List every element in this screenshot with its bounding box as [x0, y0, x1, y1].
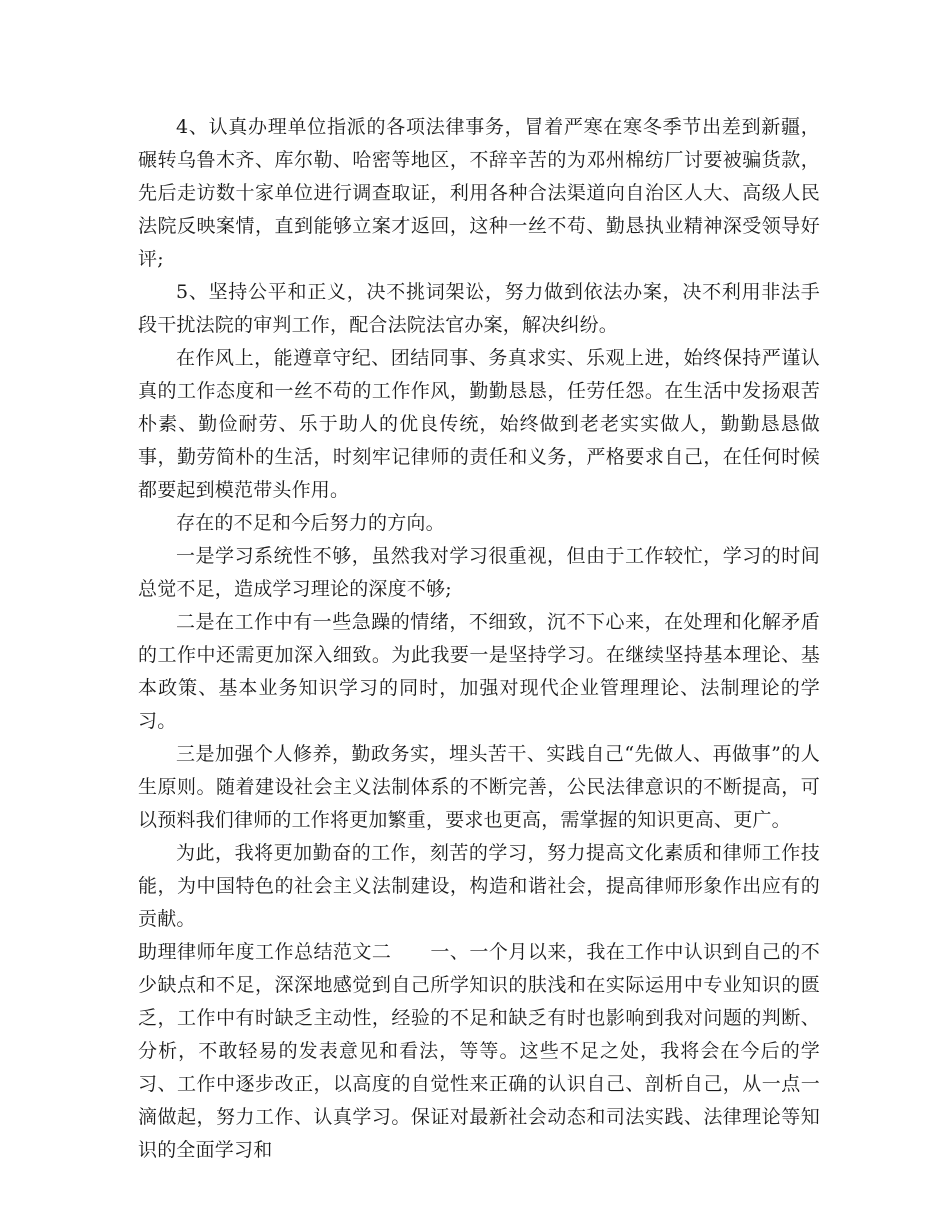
- paragraph-sample-two: 助理律师年度工作总结范文二 一、一个月以来，我在工作中认识到自己的不少缺点和不足，深深地感觉到自己所学知识的肤浅和在实际运用中专业知识的匮乏，工作中有时缺乏主动性，经验的不足和缺乏有时也影响到我对问题的判断、分析，不敢轻易的发表意见和看法，等等。这些不足之处，我将会在今后的学习、工作中逐步改正，以高度的自觉性来正确的认识自己、剖析自己，从一点一滴做起，努力工作、认真学习。保证对最新社会动态和司法实践、法律理论等知识的全面学习和: [138, 941, 820, 1161]
- paragraph-shortcoming-2: 二是在工作中有一些急躁的情绪，不细致，沉不下心来，在处理和化解矛盾的工作中还需更加深入细致。为此我要一是坚持学习。在继续坚持基本理论、基本政策、基本业务知识学习的同时，加强对现代企业管理理论、法制理论的学习。: [138, 611, 820, 732]
- paragraph-item-5: 5、坚持公平和正义，决不挑词架讼，努力做到依法办案，决不利用非法手段干扰法院的审判工作，配合法院法官办案，解决纠纷。: [138, 281, 820, 336]
- paragraph-shortcoming-3: 三是加强个人修养，勤政务实，埋头苦干、实践自己“先做人、再做事”的人生原则。随着建设社会主义法制体系的不断完善，公民法律意识的不断提高，可以预料我们律师的工作将更加繁重，要求也更高，需掌握的知识更高、更广。: [138, 743, 820, 831]
- paragraph-shortcomings-heading: 存在的不足和今后努力的方向。: [176, 512, 445, 534]
- paragraph-work-style: 在作风上，能遵章守纪、团结同事、务真求实、乐观上进，始终保持严谨认真的工作态度和一丝不苟的工作作风，勤勤恳恳，任劳任怨。在生活中发扬艰苦朴素、勤俭耐劳、乐于助人的优良传统，始终做到老老实实做人，勤勤恳恳做事，勤劳简朴的生活，时刻牢记律师的责任和义务，严格要求自己，在任何时候都要起到模范带头作用。: [138, 347, 820, 501]
- document-body: [138, 111, 820, 1167]
- paragraph-conclusion: 为此，我将更加勤奋的工作，刻苦的学习，努力提高文化素质和律师工作技能，为中国特色的社会主义法制建设，构造和谐社会，提高律师形象作出应有的贡献。: [138, 842, 820, 930]
- paragraph-shortcoming-1: 一是学习系统性不够，虽然我对学习很重视，但由于工作较忙，学习的时间总觉不足，造成学习理论的深度不够;: [138, 545, 820, 600]
- paragraph-item-4: 4、认真办理单位指派的各项法律事务，冒着严寒在寒冬季节出差到新疆，碾转乌鲁木齐、库尔勒、哈密等地区，不辞辛苦的为邓州棉纺厂讨要被骗货款，先后走访数十家单位进行调查取证，利用各种合法渠道向自治区人大、高级人民法院反映案情，直到能够立案才返回，这种一丝不苟、勤恳执业精神深受领导好评;: [138, 116, 820, 270]
